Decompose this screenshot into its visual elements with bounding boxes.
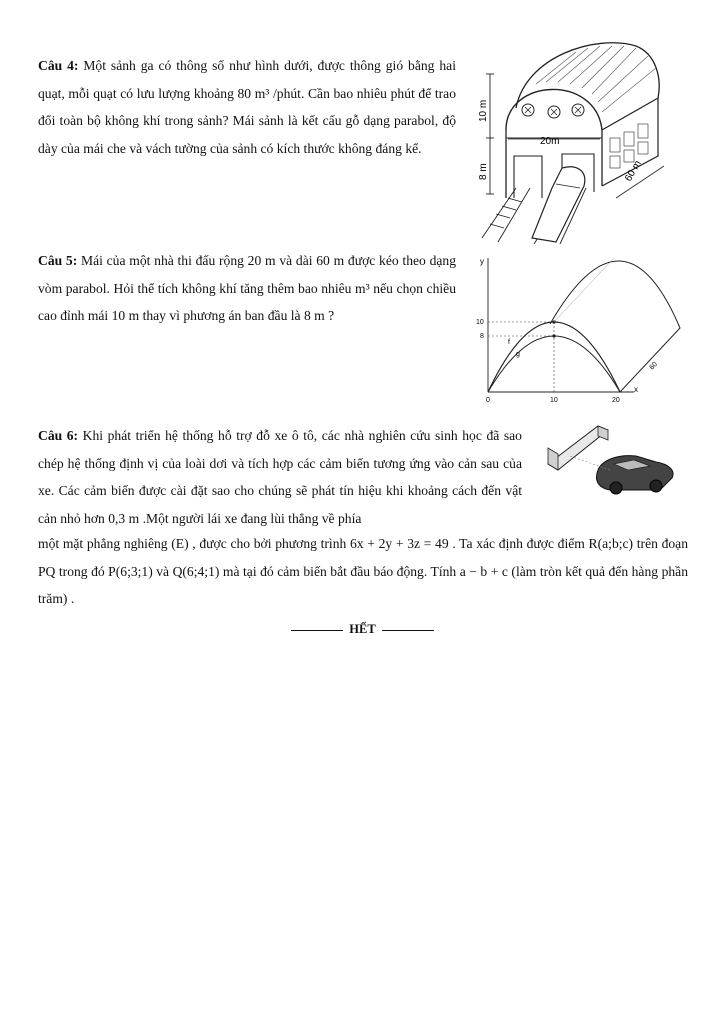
end-rule-right [382,630,434,631]
arena-x-tick-0: 0 [486,397,490,404]
arena-roof-drawing [474,252,688,404]
question-5-label: Câu 5: [38,253,78,268]
arena-roof-figure [474,252,688,404]
question-6-top [38,422,522,532]
question-4 [38,52,456,162]
arena-y-tick-8: 8 [480,333,484,340]
question-5-text: Mái của một nhà thi đấu rộng 20 m và dài 60 m được kéo theo dạng vòm parabol. Hỏi thể tích không khí tăng thêm bao nhiêu m³ nếu chọn chiều cao đỉnh mái 10 m thay vì phương án ban đầu là 8 m ? [38,253,456,323]
end-text: HẾT [349,622,376,636]
end-marker [0,622,725,637]
station-width: 20m [540,136,560,147]
question-4-label: Câu 4: [38,58,79,73]
question-6-bottom [38,530,688,613]
question-6-text-top: Khi phát triển hệ thống hỗ trợ đỗ xe ô tô, các nhà nghiên cứu sinh học đã sao chép hệ thống định vị của loài dơi và tích hợp các cảm biến tương ứng vào cản sau của xe. Các cảm biến được cài đặt sao cho chúng sẽ phát tín hiệu khi khoảng cách đến vật cản nhỏ hơn 0,3 m .Một người lái xe đang lùi thẳng về phía [38,428,522,526]
station-length: 60 m [623,158,644,184]
arena-y-tick-10: 10 [476,319,484,326]
station-height-upper: 10 m [478,99,489,122]
arena-y-axis-label: y [480,257,484,266]
car-sensor-figure [540,420,690,500]
question-4-text: Một sảnh ga có thông số như hình dưới, được thông gió bằng hai quạt, mỗi quạt có lưu lượng khoảng 80 m³ /phút. Cần bao nhiêu phút để trao đổi toàn bộ không khí trong sảnh? Mái sảnh là kết cấu gỗ dạng parabol, độ dày của mái che và vách tường của sảnh có kích thước không đáng kể. [38,58,456,156]
arena-x-tick-20: 20 [612,397,620,404]
arena-x-axis-label: x [634,385,638,394]
car-sensor-drawing [540,420,690,500]
arena-curve-g: g [516,351,520,358]
question-6-label: Câu 6: [38,428,79,443]
question-6-text-bottom: một mặt phẳng nghiêng (E) , được cho bởi phương trình 6x + 2y + 3z = 49 . Ta xác định được điểm R(a;b;c) trên đoạn PQ trong đó P(6;3;1) và Q(6;4;1) mà tại đó cảm biến bắt đầu báo động. Tính a − b + c (làm tròn kết quả đến hàng phần trăm) . [38,536,688,606]
end-rule-left [291,630,343,631]
station-hall-drawing [476,38,668,244]
arena-curve-f: f [508,339,510,346]
question-5 [38,247,456,330]
arena-x-tick-10: 10 [550,397,558,404]
arena-length: 60 [648,360,659,372]
station-height-lower: 8 m [478,163,489,180]
station-hall-figure [476,38,668,244]
